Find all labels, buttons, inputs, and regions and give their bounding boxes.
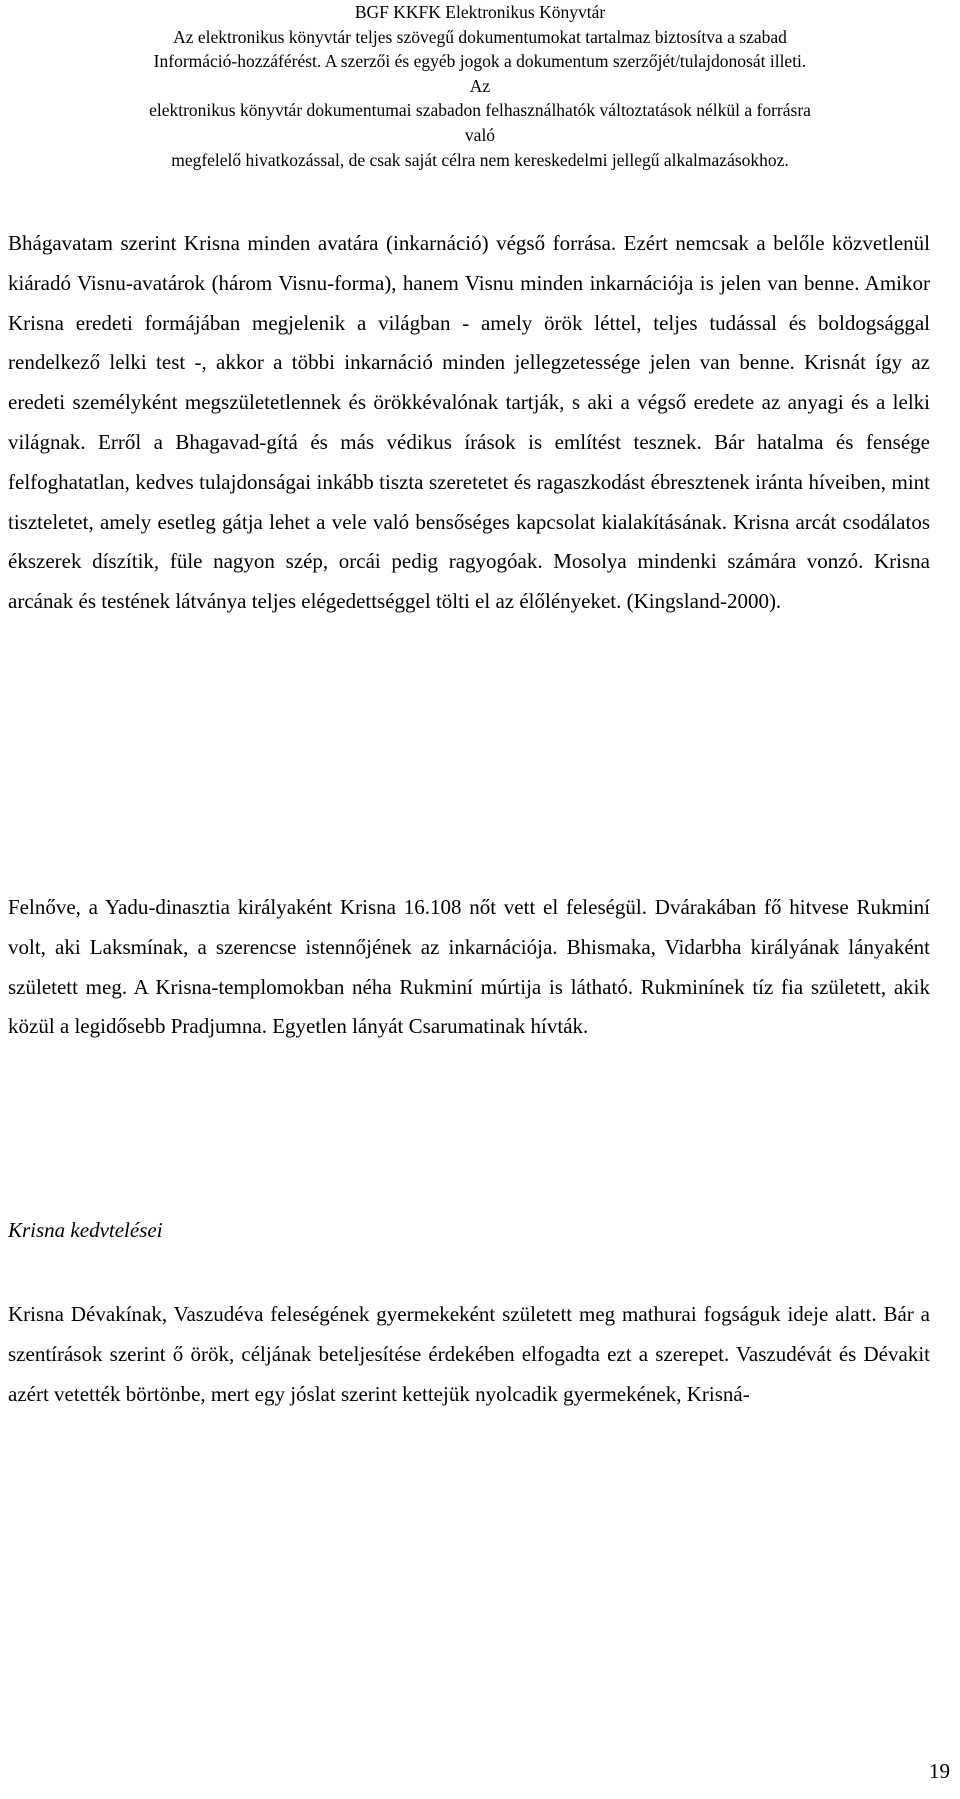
library-notice-header bbox=[0, 0, 960, 172]
header-line: Információ-hozzáférést. A szerzői és egyéb jogok a dokumentum szerzőjét/tulajdonosát illeti. bbox=[153, 51, 807, 72]
paragraph-avatars bbox=[8, 224, 930, 622]
header-line: való bbox=[464, 124, 496, 145]
paragraph-wives bbox=[8, 888, 930, 1047]
header-line: Az bbox=[469, 75, 491, 96]
header-line: BGF KKFK Elektronikus Könyvtár bbox=[354, 2, 606, 22]
page-number: 19 bbox=[929, 1759, 950, 1783]
section-heading: Krisna kedvtelései bbox=[8, 1218, 163, 1242]
header-line: megfelelő hivatkozással, de csak saját célra nem kereskedelmi jellegű alkalmazásokhoz. bbox=[171, 149, 789, 170]
paragraph-text: Felnőve, a Yadu-dinasztia királyaként Krisna 16.108 nőt vett el feleségül. Dvárakában fő hitvese Rukminí volt, aki Laksmínak, a szerencse istennőjének az inkarnációja. Bhismaka, Vidarbha királyának lányaként született meg. A Krisna-templomokban néha Rukminí múrtija is látható. Rukminínek tíz fia született, akik közül a legidősebb Pradjumna. Egyetlen lányát Csarumatinak hívták. bbox=[8, 895, 930, 1039]
header-line: Az elektronikus könyvtár teljes szövegű dokumentumokat tartalmaz biztosítva a szabad bbox=[173, 26, 787, 47]
paragraph-text: Krisna Dévakínak, Vaszudéva feleségének gyermekeként született meg mathurai fogságuk ideje alatt. Bár a szentírások szerint ő örök, céljának beteljesítése érdekében elfogadta ezt a szerepet. Vaszudévát és Dévakit azért vetették börtönbe, mert egy jóslat szerint kettejük nyolcadik gyermekének, Krisná- bbox=[8, 1302, 930, 1406]
header-line: elektronikus könyvtár dokumentumai szabadon felhasználhatók változtatások nélkül a forrásra bbox=[149, 100, 811, 121]
paragraph-birth bbox=[8, 1295, 930, 1414]
paragraph-text: Bhágavatam szerint Krisna minden avatára (inkarnáció) végső forrása. Ezért nemcsak a belőle közvetlenül kiáradó Visnu-avatárok (három Visnu-forma), hanem Visnu minden inkarnációja is jelen van benne. Amikor Krisna eredeti formájában megjelenik a világban - amely örök léttel, teljes tudással és boldogsággal rendelkező lelki test -, akkor a többi inkarnáció minden jellegzetessége jelen van benne. Krisnát így az eredeti személyként megszületetlennek és örökkévalónak tartják, s aki a végső eredete az anyagi és a lelki világnak. Erről a Bhagavad-gítá és más védikus írások is említést tesznek. Bár hatalma és fensége felfoghatatlan, kedves tulajdonságai inkább tiszta szeretetet és ragaszkodást ébresztenek iránta híveiben, mint tiszteletet, amely esetleg gátja lehet a vele való bensőséges kapcsolat kialakításának. Krisna arcát csodálatos ékszerek díszítik, füle nagyon szép, orcái pedig ragyogóak. Mosolya mindenki számára vonzó. Krisna arcának és testének látványa teljes elégedettséggel tölti el az élőlényeket. (Kingsland-2000). bbox=[8, 231, 930, 614]
